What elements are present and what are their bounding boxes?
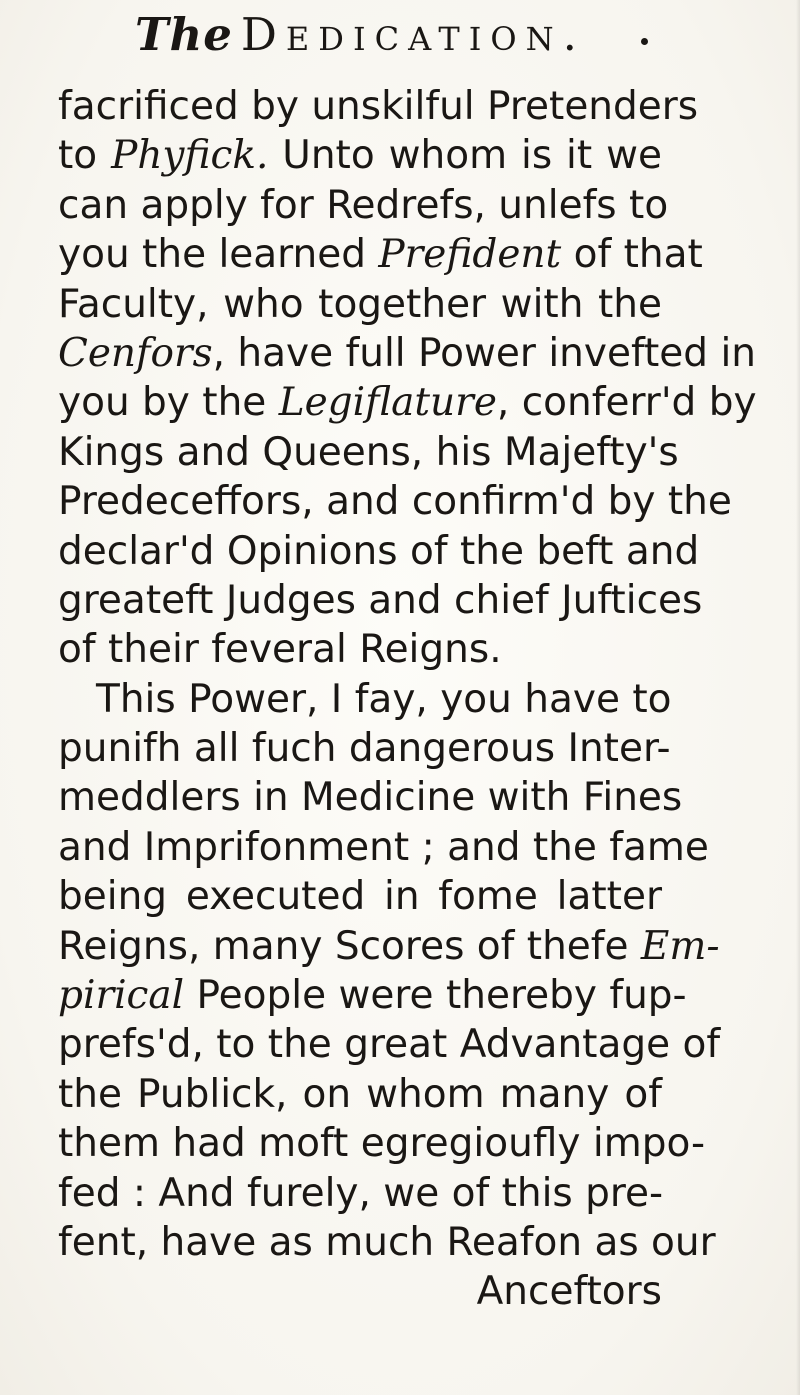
text-span: can apply for Redrefs, unlefs to — [58, 182, 669, 228]
text-line — [58, 1119, 706, 1168]
catchword-text: Anceftors — [476, 1269, 662, 1315]
text-line — [58, 1070, 662, 1119]
italic-word: Cenfors — [58, 330, 213, 376]
text-line — [58, 971, 687, 1020]
text-span: them had moft egregioufly impo- — [58, 1121, 706, 1167]
text-line — [58, 773, 683, 822]
text-span: meddlers in Medicine with Fines — [58, 775, 683, 821]
header-title-caps: Dedication. — [240, 8, 586, 61]
italic-word: Phyfick. — [111, 133, 269, 179]
text-span: and Imprifonment ; and the fame — [58, 824, 709, 870]
text-line — [58, 527, 700, 576]
italic-word: Em- — [640, 923, 720, 969]
text-span: you by the — [58, 380, 279, 426]
text-span: , have full Power invefted in — [212, 330, 756, 376]
text-line — [58, 1169, 662, 1218]
text-line — [58, 131, 662, 180]
header-ornament-dot — [641, 38, 648, 45]
text-line — [58, 625, 662, 674]
text-line — [58, 576, 703, 625]
text-span: fent, have as much Reafon as our — [58, 1219, 716, 1265]
text-line — [58, 477, 732, 526]
text-line — [58, 280, 662, 329]
text-line — [58, 329, 756, 378]
text-span: being executed in fome latter — [58, 874, 662, 920]
text-span: to — [58, 133, 112, 179]
italic-word: Prefident — [378, 232, 562, 278]
text-span: People were thereby fup- — [184, 973, 687, 1019]
text-span: Faculty, who together with the — [58, 281, 662, 327]
text-span: declar'd Opinions of the beft and — [58, 528, 700, 574]
text-line — [58, 823, 709, 872]
text-span: This Power, I fay, you have to — [96, 676, 672, 722]
text-line — [58, 724, 671, 773]
text-span: , conferr'd by — [496, 380, 757, 426]
text-line — [58, 1218, 716, 1267]
text-line — [58, 1020, 721, 1069]
text-line — [58, 230, 703, 279]
text-span: of their feveral Reigns. — [58, 627, 502, 673]
header-title-italic: The — [135, 8, 233, 61]
text-span: Reigns, many Scores of thefe — [58, 923, 641, 969]
text-span: prefs'd, to the great Advantage of — [58, 1022, 721, 1068]
text-span: you the learned — [58, 232, 379, 278]
text-line — [58, 378, 757, 427]
text-span: Unto whom is it we — [268, 133, 662, 179]
text-span: Predeceffors, and confirm'd by the — [58, 479, 732, 525]
body-text — [58, 82, 757, 1317]
running-header — [135, 8, 586, 61]
text-span: punifh all fuch dangerous Inter- — [58, 726, 671, 772]
italic-word: Legiflature — [278, 380, 497, 426]
italic-word: pirical — [58, 973, 185, 1019]
text-span: Kings and Queens, his Majefty's — [58, 429, 679, 475]
text-line — [58, 428, 679, 477]
paragraph-start-line — [58, 675, 672, 724]
text-span: facrificed by unskilful Pretenders — [58, 84, 699, 129]
text-line — [58, 922, 720, 971]
catchword — [58, 1267, 662, 1316]
text-span: fed : And furely, we of this pre- — [58, 1170, 664, 1216]
text-span: greateft Judges and chief Juftices — [58, 577, 703, 623]
text-line — [58, 82, 699, 131]
text-line — [58, 181, 669, 230]
page-edge-shadow — [796, 0, 800, 1395]
text-span: the Publick, on whom many of — [58, 1071, 662, 1117]
text-span: of that — [561, 232, 703, 278]
text-line — [58, 872, 662, 921]
